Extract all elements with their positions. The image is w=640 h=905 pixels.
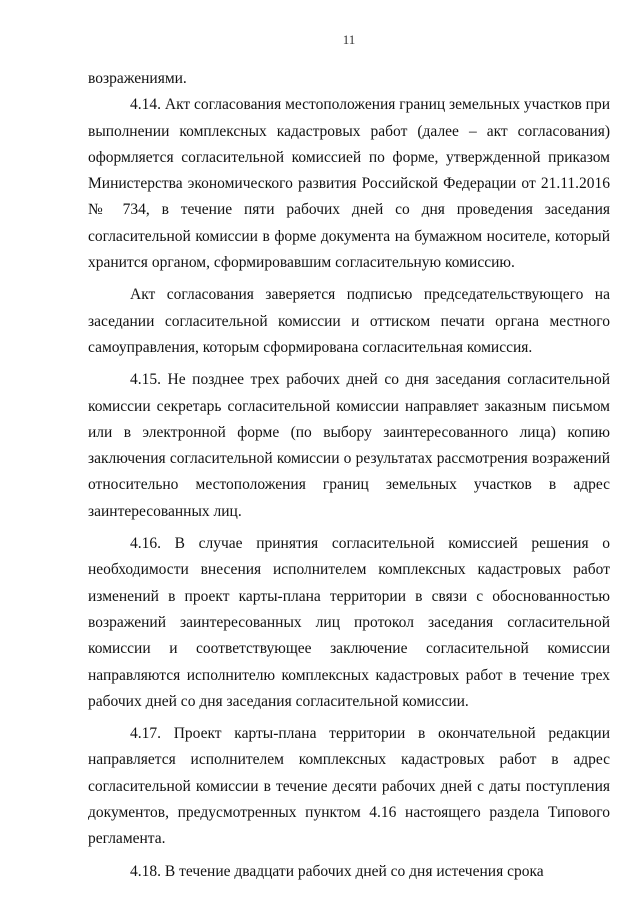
paragraph-4-15: 4.15. Не позднее трех рабочих дней со дня заседания согласительной комиссии секретарь согласительной комиссии направляет заказным письмом или в электронной форме (по выбору заинтересованного лица) копию заключения согласительной комиссии о результатах рассмотрения возражений относительно местоположения границ земельных участков в адрес заинтересованных лиц. [88,371,610,520]
page-number: 11 [342,32,356,47]
paragraph-4-18: 4.18. В течение двадцати рабочих дней со дня истечения срока [130,862,544,880]
paragraph-4-16: 4.16. В случае принятия согласительной комиссией решения о необходимости внесения исполнителем комплексных кадастровых работ изменений в проект карты-плана территории в связи с обоснованностью возражений заинтересованных лиц протокол заседания согласительной комиссии и соответствующее заключение согласительной комиссии направляются исполнителю комплексных кадастровых работ в течение трех рабочих дней со дня заседания согласительной комиссии. [88,535,610,710]
paragraph-4-14: 4.14. Акт согласования местоположения границ земельных участков при выполнении комплексных кадастровых работ (далее – акт согласования) оформляется согласительной комиссией по форме, утвержденной приказом Министерства экономического развития Российской Федерации от 21.11.2016 № 734, в течение пяти рабочих дней со дня проведения заседания согласительной комиссии в форме документа на бумажном носителе, который хранится органом, сформировавшим согласительную комиссию. [88,96,610,272]
document-page [88,32,610,885]
paragraph-continuation: возражениями. [88,70,187,87]
paragraph-4-17: 4.17. Проект карты-плана территории в окончательной редакции направляется исполнителем комплексных кадастровых работ в адрес согласительной комиссии в течение десяти рабочих дней с даты поступления документов, предусмотренных пунктом 4.16 настоящего раздела Типового регламента. [88,725,610,848]
paragraph-act-certification: Акт согласования заверяется подписью председательствующего на заседании согласительной комиссии и оттиском печати органа местного самоуправления, которым сформирована согласительная комиссия. [88,286,610,356]
